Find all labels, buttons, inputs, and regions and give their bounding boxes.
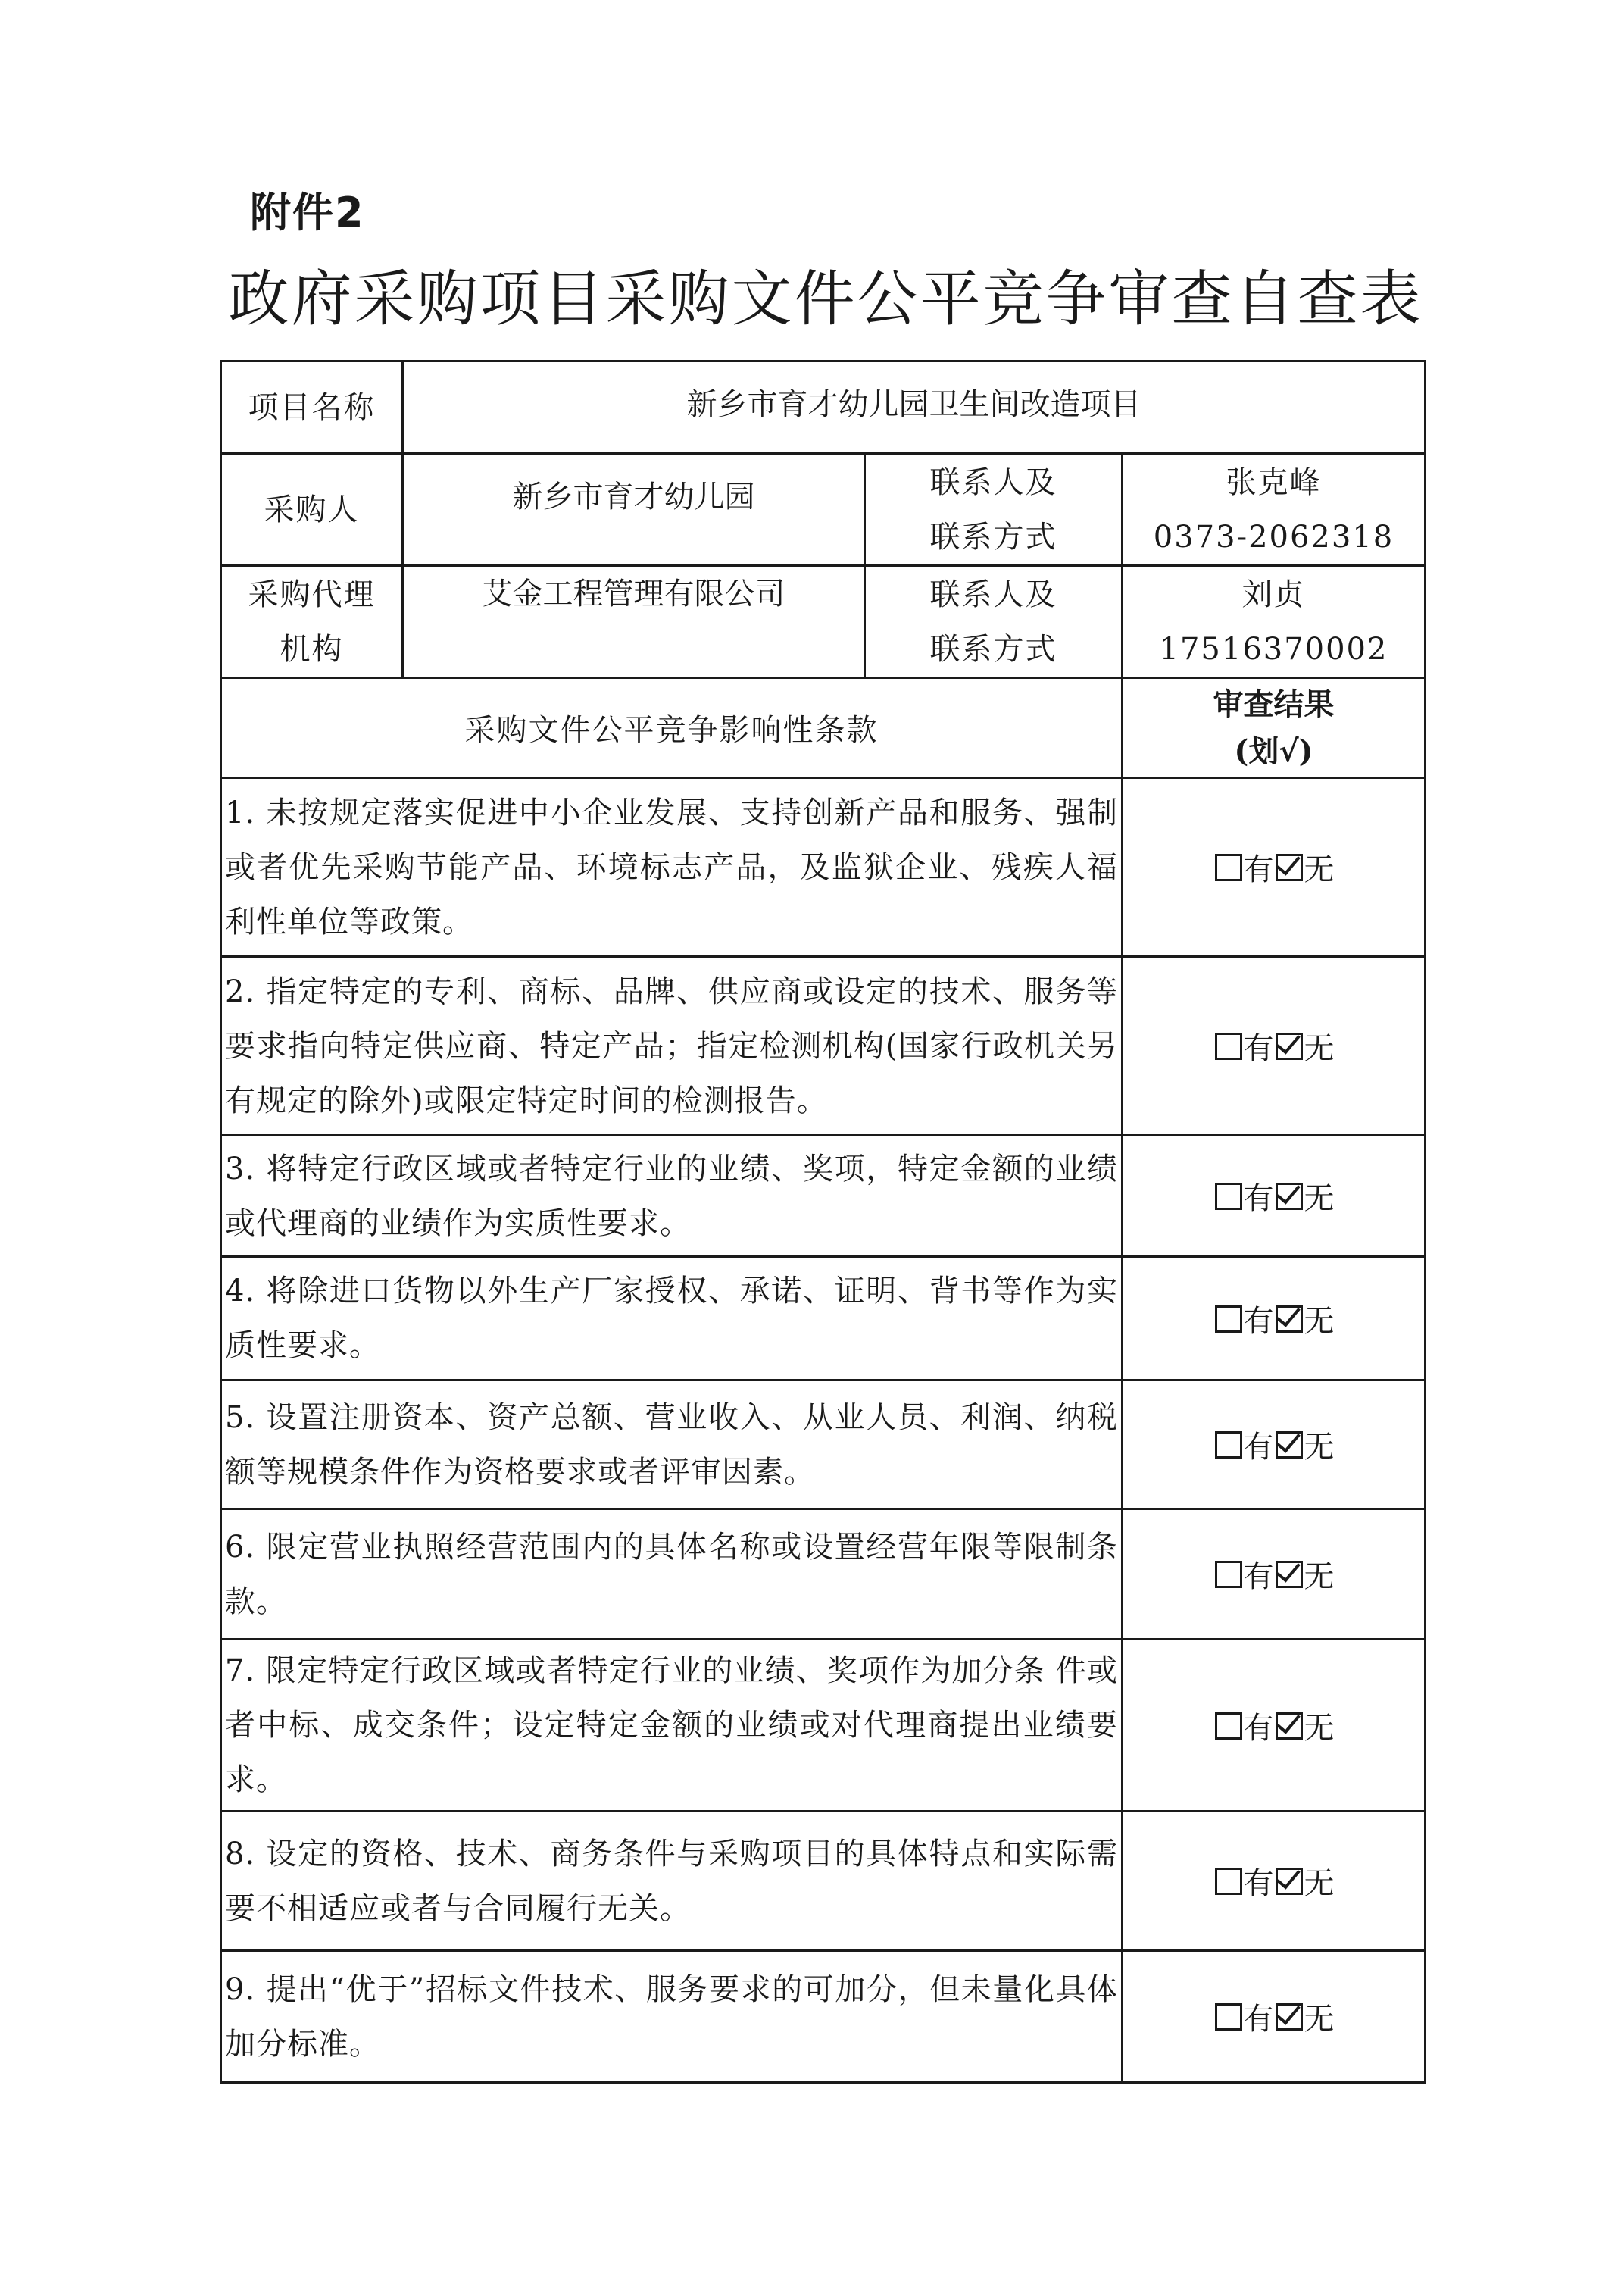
project-name-value: 新乡市育才幼儿园卫生间改造项目	[403, 361, 1426, 454]
agency-value: 艾金工程管理有限公司	[403, 566, 865, 678]
clause-row	[221, 1136, 1426, 1257]
option-no-label: 无	[1304, 1303, 1335, 1339]
checkbox-no[interactable]	[1276, 1183, 1303, 1210]
option-yes-label: 有	[1243, 1303, 1274, 1339]
review-result	[1123, 1812, 1426, 1951]
agency-contact-label	[865, 566, 1123, 678]
clauses-header: 采购文件公平竞争影响性条款	[221, 678, 1123, 778]
clause-text: 8. 设定的资格、技术、商务条件与采购项目的具体特点和实际需要不相适应或者与合同履行无关。	[221, 1812, 1123, 1951]
result-header-line1: 审查结果	[1213, 686, 1335, 722]
clause-row	[221, 957, 1426, 1136]
review-table	[220, 360, 1426, 2084]
purchaser-row	[221, 454, 1426, 566]
option-no-label: 无	[1304, 1866, 1335, 1901]
page-title: 政府采购项目采购文件公平竞争审查自查表	[228, 264, 1423, 334]
purchaser-value: 新乡市育才幼儿园	[403, 454, 865, 566]
purchaser-contact-label	[865, 454, 1123, 566]
checkbox-no[interactable]	[1276, 1561, 1303, 1588]
option-no-label: 无	[1304, 2002, 1335, 2037]
clause-text: 4. 将除进口货物以外生产厂家授权、承诺、证明、背书等作为实质性要求。	[221, 1257, 1123, 1380]
clause-row	[221, 1951, 1426, 2083]
review-result	[1123, 1509, 1426, 1640]
checkbox-no[interactable]	[1276, 1033, 1303, 1060]
purchaser-contact-name: 张克峰	[1226, 464, 1322, 500]
option-no-label: 无	[1304, 1710, 1335, 1746]
review-result	[1123, 778, 1426, 957]
checkbox-no[interactable]	[1276, 1431, 1303, 1459]
checkbox-no[interactable]	[1276, 1868, 1303, 1895]
review-result	[1123, 1951, 1426, 2083]
agency-contact	[1123, 566, 1426, 678]
clause-text: 3. 将特定行政区域或者特定行业的业绩、奖项，特定金额的业绩或代理商的业绩作为实质性要求。	[221, 1136, 1123, 1257]
agency-label-line1: 采购代理	[248, 577, 376, 612]
option-yes-label: 有	[1243, 1031, 1274, 1066]
agency-label-line2: 机构	[280, 631, 344, 667]
checkbox-yes[interactable]	[1215, 1712, 1242, 1740]
option-yes-label: 有	[1243, 1710, 1274, 1746]
clause-text: 2. 指定特定的专利、商标、品牌、供应商或设定的技术、服务等要求指向特定供应商、特定产品；指定检测机构(国家行政机关另有规定的除外)或限定特定时间的检测报告。	[221, 957, 1123, 1136]
purchaser-label: 采购人	[221, 454, 403, 566]
clause-row	[221, 778, 1426, 957]
option-no-label: 无	[1304, 1181, 1335, 1216]
review-result	[1123, 1380, 1426, 1509]
purchaser-contact-label-line1: 联系人及	[929, 464, 1057, 500]
checkbox-no[interactable]	[1276, 1305, 1303, 1333]
option-no-label: 无	[1304, 852, 1335, 887]
agency-contact-name: 刘贞	[1241, 577, 1306, 612]
project-name-row	[221, 361, 1426, 454]
option-yes-label: 有	[1243, 1430, 1274, 1465]
clause-text: 5. 设置注册资本、资产总额、营业收入、从业人员、利润、纳税额等规模条件作为资格要求或者评审因素。	[221, 1380, 1123, 1509]
purchaser-contact-phone: 0373-2062318	[1153, 519, 1394, 555]
option-no-label: 无	[1304, 1031, 1335, 1066]
clause-row	[221, 1509, 1426, 1640]
clause-text: 1. 未按规定落实促进中小企业发展、支持创新产品和服务、强制或者优先采购节能产品、环境标志产品，及监狱企业、残疾人福利性单位等政策。	[221, 778, 1123, 957]
checkbox-no[interactable]	[1276, 2003, 1303, 2031]
checkbox-yes[interactable]	[1215, 1033, 1242, 1060]
clause-row	[221, 1380, 1426, 1509]
option-yes-label: 有	[1243, 1559, 1274, 1594]
result-header	[1123, 678, 1426, 778]
agency-label	[221, 566, 403, 678]
clauses-header-row	[221, 678, 1426, 778]
agency-contact-label-line2: 联系方式	[929, 631, 1057, 667]
clause-row	[221, 1812, 1426, 1951]
purchaser-contact-label-line2: 联系方式	[929, 519, 1057, 555]
option-yes-label: 有	[1243, 852, 1274, 887]
clause-text: 6. 限定营业执照经营范围内的具体名称或设置经营年限等限制条款。	[221, 1509, 1123, 1640]
checkbox-yes[interactable]	[1215, 1431, 1242, 1459]
purchaser-contact	[1123, 454, 1426, 566]
checkbox-no[interactable]	[1276, 854, 1303, 881]
review-result	[1123, 1640, 1426, 1812]
attachment-label: 附件2	[250, 189, 365, 236]
clause-text: 9. 提出“优于”招标文件技术、服务要求的可加分，但未量化具体加分标准。	[221, 1951, 1123, 2083]
agency-contact-phone: 17516370002	[1159, 631, 1388, 667]
project-name-label: 项目名称	[221, 361, 403, 454]
checkbox-yes[interactable]	[1215, 1183, 1242, 1210]
clause-text: 7. 限定特定行政区域或者特定行业的业绩、奖项作为加分条 件或者中标、成交条件；设定特定金额的业绩或对代理商提出业绩要求。	[221, 1640, 1123, 1812]
checkbox-yes[interactable]	[1215, 2003, 1242, 2031]
review-result	[1123, 1136, 1426, 1257]
checkbox-no[interactable]	[1276, 1712, 1303, 1740]
checkbox-yes[interactable]	[1215, 854, 1242, 881]
checkbox-yes[interactable]	[1215, 1561, 1242, 1588]
result-header-line2: (划√)	[1234, 733, 1313, 769]
agency-contact-label-line1: 联系人及	[929, 577, 1057, 612]
agency-row	[221, 566, 1426, 678]
option-no-label: 无	[1304, 1430, 1335, 1465]
clause-rows	[221, 778, 1426, 2083]
clause-row	[221, 1640, 1426, 1812]
option-yes-label: 有	[1243, 1181, 1274, 1216]
clause-row	[221, 1257, 1426, 1380]
review-result	[1123, 957, 1426, 1136]
option-yes-label: 有	[1243, 1866, 1274, 1901]
review-result	[1123, 1257, 1426, 1380]
checkbox-yes[interactable]	[1215, 1305, 1242, 1333]
checkbox-yes[interactable]	[1215, 1868, 1242, 1895]
option-yes-label: 有	[1243, 2002, 1274, 2037]
option-no-label: 无	[1304, 1559, 1335, 1594]
